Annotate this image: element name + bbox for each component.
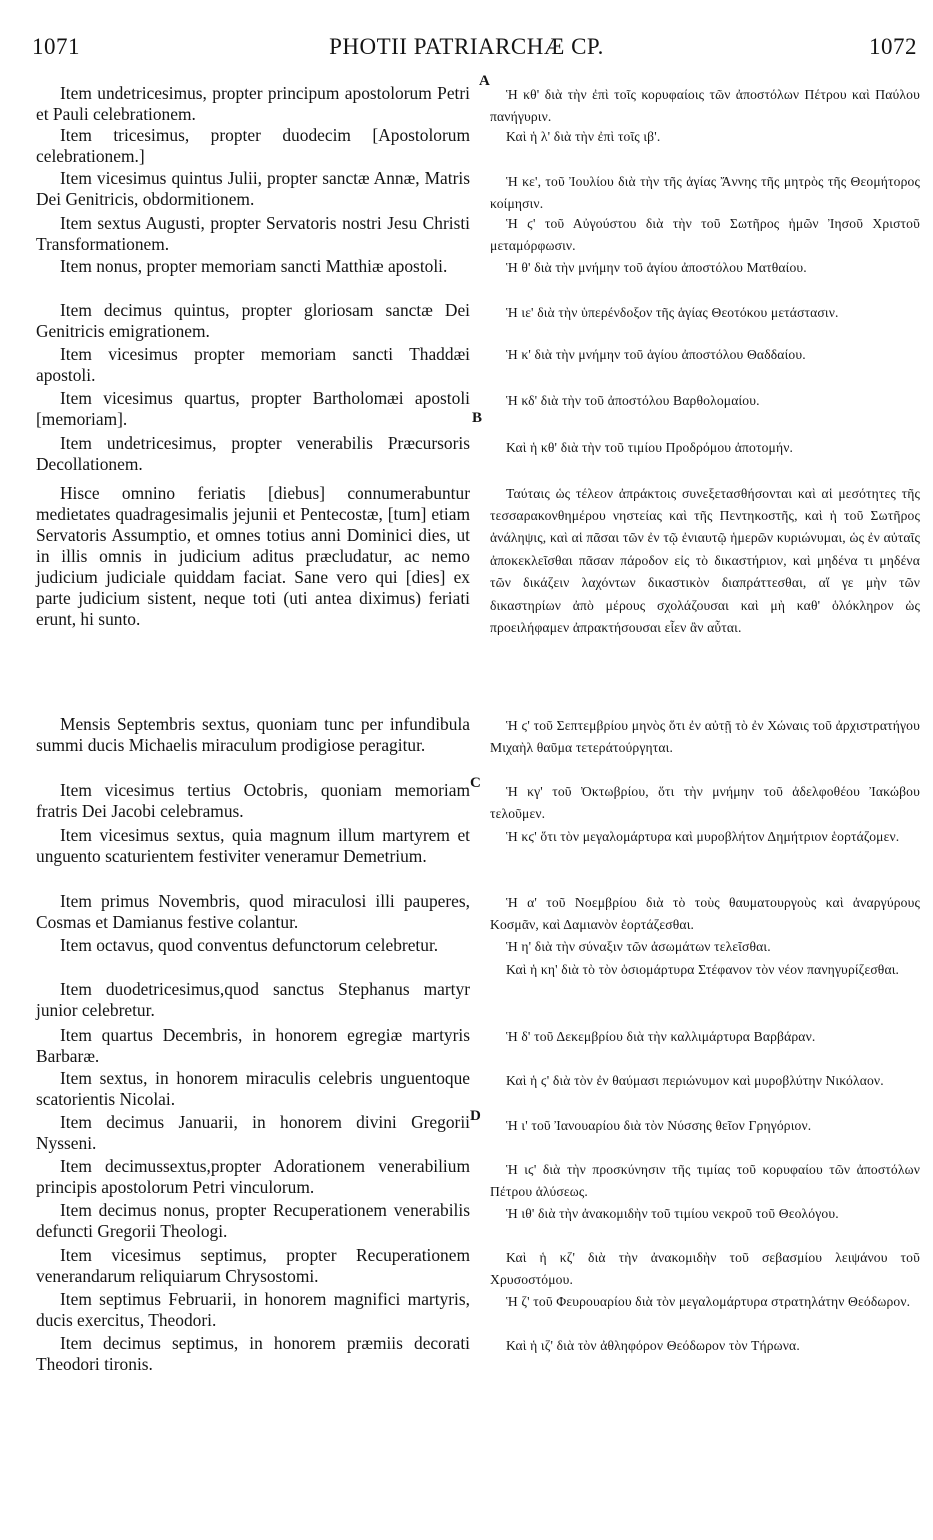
greek-entry: Ἡ κ' διὰ τὴν μνήμην τοῦ ἁγίου ἀποστόλου Θαδδαίου. [506,346,806,362]
greek-entry: Ἡ δ' τοῦ Δεκεμβρίου διὰ τὴν καλλιμάρτυρα Βαρβάραν. [506,1028,816,1044]
latin-entry: Item primus Novembris, quod miraculosi illi pauperes, Cosmas et Damianus festive colantur. [36,891,470,933]
latin-entry: Item decimus Januarii, in honorem divini Gregorii Nysseni. [36,1112,470,1154]
latin-entry: Item nonus, propter memoriam sancti Matthiæ apostoli. [60,256,448,277]
page-number-left: 1071 [32,34,80,59]
latin-entry: Mensis Septembris sextus, quoniam tunc per infundibula summi ducis Michaelis miraculum prodigiose peragitur. [36,714,470,756]
running-title: PHOTII PATRIARCHÆ CP. [329,34,604,59]
greek-entry: Ἡ θ' διὰ τὴν μνήμην τοῦ ἁγίου ἀποστόλου Ματθαίου. [506,259,807,275]
latin-entry: Item decimus septimus, in honorem præmiis decorati Theodori tironis. [36,1333,470,1375]
latin-entry: Item vicesimus quartus, propter Bartholomæi apostoli [memoriam]. [36,388,470,430]
greek-entry: Καὶ ἡ κθ' διὰ τὴν τοῦ τιμίου Προδρόμου ἀποτομήν. [506,439,794,455]
latin-entry: Hisce omnino feriatis [diebus] connumerabuntur medietates quadragesimalis jejunii et Pentecostæ, [tum] etiam Servatoris Assumptio, et omnes totius anni Dominici dies, ut in illis omnis in judicium aditus præcludatur, ac nemo judicium judiciale quiddam faciat. Sane vero qui [dies] ex parte judicium sistent, neque toti (uti antea diximus) feriati erunt, hi sunto. [36,483,470,630]
greek-entry: Ἡ ιϛ' διὰ τὴν προσκύνησιν τῆς τιμίας τοῦ κορυφαίου τῶν ἀποστόλων Πέτρου ἁλύσεως. [490,1161,920,1199]
greek-entry: Ἡ κε', τοῦ Ἰουλίου διὰ τὴν τῆς ἁγίας Ἄννης τῆς μητρὸς τῆς Θεομήτορος κοίμησιν. [490,173,920,211]
greek-entry: Ἡ ιθ' διὰ τὴν ἀνακομιδὴν τοῦ τιμίου νεκροῦ τοῦ Θεολόγου. [506,1205,839,1221]
latin-entry: Item quartus Decembris, in honorem egregiæ martyris Barbaræ. [36,1025,470,1067]
greek-entry: Ἡ ιε' διὰ τὴν ὑπερένδοξον τῆς ἁγίας Θεοτόκου μετάστασιν. [506,304,839,320]
latin-entry: Item vicesimus septimus, propter Recuperationem venerandarum reliquiarum Chrysostomi. [36,1245,470,1287]
greek-entry: Καὶ ἡ λ' διὰ τὴν ἐπὶ τοῖς ιβ'. [506,128,661,144]
latin-entry: Item undetricesimus, propter venerabilis Præcursoris Decollationem. [36,433,470,475]
latin-entry: Item decimus nonus, propter Recuperationem venerabilis defuncti Gregorii Theologi. [36,1200,470,1242]
latin-entry: Item sextus, in honorem miraculis celebris unguentoque scatorientis Nicolai. [36,1068,470,1110]
greek-entry: Ἡ ι' τοῦ Ἰανουαρίου διὰ τὸν Νύσσης θεῖον Γρηγόριον. [506,1117,812,1133]
latin-entry: Item vicesimus quintus Julii, propter sanctæ Annæ, Matris Dei Genitricis, obdormitionem. [36,168,470,210]
latin-entry: Item decimus quintus, propter gloriosam sanctæ Dei Genitricis emigrationem. [36,300,470,342]
greek-entry: Ἡ κγ' τοῦ Ὀκτωβρίου, ὅτι τὴν μνήμην τοῦ ἀδελφοθέου Ἰακώβου τελοῦμεν. [490,783,920,821]
greek-entry: Ἡ α' τοῦ Νοεμβρίου διὰ τὸ τοὺς θαυματουργοὺς καὶ ἀναργύρους Κοσμᾶν, καὶ Δαμιανὸν ἑορτάζεσθαι. [490,894,920,932]
section-marker-b: B [472,410,483,426]
greek-entry: Ἡ ϛ' τοῦ Σεπτεμβρίου μηνὸς ὅτι ἐν αὐτῇ τὸ ἐν Χώναις τοῦ ἀρχιστρατήγου Μιχαὴλ θαῦμα τετεράτούργηται. [490,717,920,755]
latin-entry: Item septimus Februarii, in honorem magnifici martyris, ducis exercitus, Theodori. [36,1289,470,1331]
greek-entry: Ἡ η' διὰ τὴν σύναξιν τῶν ἀσωμάτων τελεῖσθαι. [506,938,771,954]
greek-entry: Ἡ ϛ' τοῦ Αὐγούστου διὰ τὴν τοῦ Σωτῆρος ἡμῶν Ἰησοῦ Χριστοῦ μεταμόρφωσιν. [490,215,920,253]
greek-entry: Καὶ ἡ κζ' διὰ τὴν ἀνακομιδὴν τοῦ σεβασμίου λειψάνου τοῦ Χρυσοστόμου. [490,1249,920,1287]
latin-entry: Item vicesimus sextus, quia magnum illum martyrem et unguento scaturientem festiviter veneramur Demetrium. [36,825,470,867]
latin-entry: Item undetricesimus, propter principum apostolorum Petri et Pauli celebrationem. [36,83,470,125]
section-marker-d: D [470,1108,481,1124]
section-marker-c: C [470,775,481,791]
page-header [0,0,933,60]
latin-entry: Item vicesimus tertius Octobris, quoniam memoriam fratris Dei Jacobi celebramus. [36,780,470,822]
greek-entry: Ἡ κδ' διὰ τὴν τοῦ ἀποστόλου Βαρθολομαίου. [506,392,760,408]
latin-entry: Item decimussextus,propter Adorationem venerabilium principis apostolorum Petri vinculorum. [36,1156,470,1198]
page-number-right: 1072 [869,34,917,59]
greek-entry: Καὶ ἡ ϛ' διὰ τὸν ἐν θαύμασι περιώνυμον καὶ μυροβλύτην Νικόλαον. [506,1072,884,1088]
latin-entry: Item tricesimus, propter duodecim [Apostolorum celebrationem.] [36,125,470,167]
latin-entry: Item vicesimus propter memoriam sancti Thaddæi apostoli. [36,344,470,386]
latin-entry: Item duodetricesimus,quod sanctus Stephanus martyr junior celebretur. [36,979,470,1021]
greek-entry: Ἡ ζ' τοῦ Φευρουαρίου διὰ τὸν μεγαλομάρτυρα στρατηλάτην Θεόδωρον. [506,1293,911,1309]
latin-entry: Item octavus, quod conventus defunctorum celebretur. [60,935,439,956]
greek-entry: Ἡ κϛ' ὅτι τὸν μεγαλομάρτυρα καὶ μυροβλήτον Δημήτριον ἑορτάζομεν. [506,828,900,844]
greek-entry: Ἡ κθ' διὰ τὴν ἐπὶ τοῖς κορυφαίοις τῶν ἀποστόλων Πέτρου καὶ Παύλου πανήγυριν. [490,86,920,124]
greek-entry: Καὶ ἡ ιζ' διὰ τὸν ἀθληφόρον Θεόδωρον τὸν Τήρωνα. [506,1337,800,1353]
greek-entry: Ταύταις ὡς τέλεον ἀπράκτοις συνεξετασθήσονται καὶ αἱ μεσότητες τῆς τεσσαρακονθημέρου νηστείας καὶ τῆς Πεντηκοστῆς, καὶ ἡ τοῦ Σωτῆρος ἀνάληψις, καὶ αἱ πᾶσαι τῶν ἐν τῷ ἐνιαυτῷ ἡμερῶν κυριώνυμαι, ὡς ἐν αὐταῖς ἀποκεκλεῖσθαι πᾶσαν πάροδον εἰς τὸ δικαστήριον, καὶ μηδένα τι μηδένα τῶν δικάζειν λαχόντων δικαστικὸν διαπράττεσθαι, αἵ γε μὴν τῶν δικαστηρίων ἀπὸ μέρους σχολάζουσαι καὶ μὴ καθ' ὁλόκληρον ὡς προειλήφαμεν ἀπρακτήσουσαι εἶεν ἂν αὗται. [490,485,920,636]
greek-entry: Καὶ ἡ κη' διὰ τὸ τὸν ὁσιομάρτυρα Στέφανον τὸν νέον πανηγυρίζεσθαι. [506,961,900,977]
latin-entry: Item sextus Augusti, propter Servatoris nostri Jesu Christi Transformationem. [36,213,470,255]
section-marker-a: A [479,73,490,89]
